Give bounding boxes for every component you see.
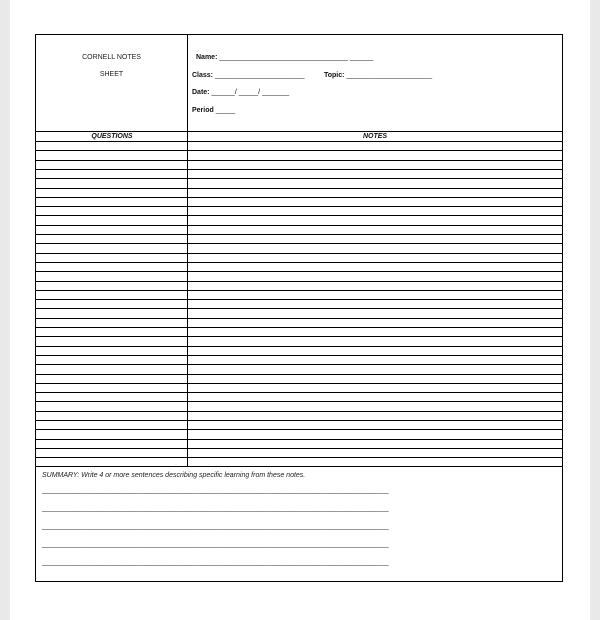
name-field[interactable] — [196, 54, 373, 61]
note-rule-line — [36, 327, 562, 328]
student-info-box — [188, 35, 562, 132]
note-rule-line — [36, 290, 562, 291]
date-field[interactable] — [192, 89, 289, 96]
note-rule-line — [36, 336, 562, 337]
note-rule-line — [36, 420, 562, 421]
note-rule-line — [36, 206, 562, 207]
name-blank: _________________________________ ______ — [219, 54, 374, 61]
date-label: Date: — [192, 89, 210, 96]
note-rule-line — [36, 281, 562, 282]
class-field[interactable] — [192, 72, 305, 79]
note-rule-line — [36, 374, 562, 375]
note-rule-line — [36, 141, 562, 142]
note-rule-line — [36, 299, 562, 300]
note-rule-line — [36, 383, 562, 384]
note-rule-line — [36, 262, 562, 263]
note-rule-line — [36, 318, 562, 319]
summary-line[interactable]: _________________________________________________________________________________________ — [42, 523, 389, 530]
note-rule-line — [36, 253, 562, 254]
summary-line[interactable]: _________________________________________________________________________________________ — [42, 505, 389, 512]
summary-section — [36, 466, 562, 581]
summary-line[interactable]: _________________________________________________________________________________________ — [42, 487, 389, 494]
note-rule-line — [36, 225, 562, 226]
note-rule-line — [36, 169, 562, 170]
sheet-title-line2: SHEET — [99, 71, 124, 78]
note-rule-line — [36, 392, 562, 393]
note-rule-line — [36, 271, 562, 272]
class-blank: _______________________ — [214, 72, 305, 79]
summary-line[interactable]: _________________________________________________________________________________________ — [42, 541, 389, 548]
summary-label: SUMMARY: Write 4 or more sentences describing specific learning from these notes. — [42, 472, 306, 479]
note-rule-line — [36, 308, 562, 309]
name-label: Name: — [196, 54, 218, 61]
note-rule-line — [36, 439, 562, 440]
topic-label: Topic: — [324, 72, 345, 79]
note-rule-line — [36, 401, 562, 402]
topic-blank: ______________________ — [346, 72, 433, 79]
date-blank: ______/ _____/ _______ — [211, 89, 290, 96]
note-rule-line — [36, 150, 562, 151]
period-field[interactable] — [192, 107, 235, 114]
note-rule-line — [36, 234, 562, 235]
note-rule-line — [36, 457, 562, 458]
note-rule-line — [36, 448, 562, 449]
period-blank: _____ — [215, 107, 236, 114]
summary-line[interactable]: _________________________________________________________________________________________ — [42, 559, 389, 566]
note-rule-line — [36, 355, 562, 356]
note-rule-line — [36, 411, 562, 412]
note-rule-line — [36, 160, 562, 161]
document-page — [10, 0, 590, 620]
note-rule-line — [36, 243, 562, 244]
notes-column-header: NOTES — [362, 133, 388, 140]
sheet-title-box — [36, 35, 188, 132]
sheet-title-line1: CORNELL NOTES — [82, 54, 141, 61]
period-label: Period — [192, 107, 214, 114]
note-rule-line — [36, 188, 562, 189]
note-rule-line — [36, 364, 562, 365]
note-rule-line — [36, 178, 562, 179]
questions-column-header: QUESTIONS — [91, 133, 133, 140]
note-rule-line — [36, 215, 562, 216]
note-rule-line — [36, 197, 562, 198]
topic-field[interactable] — [324, 72, 432, 79]
cornell-notes-sheet — [35, 34, 563, 582]
note-rule-line — [36, 429, 562, 430]
class-label: Class: — [192, 72, 214, 79]
note-rule-line — [36, 346, 562, 347]
